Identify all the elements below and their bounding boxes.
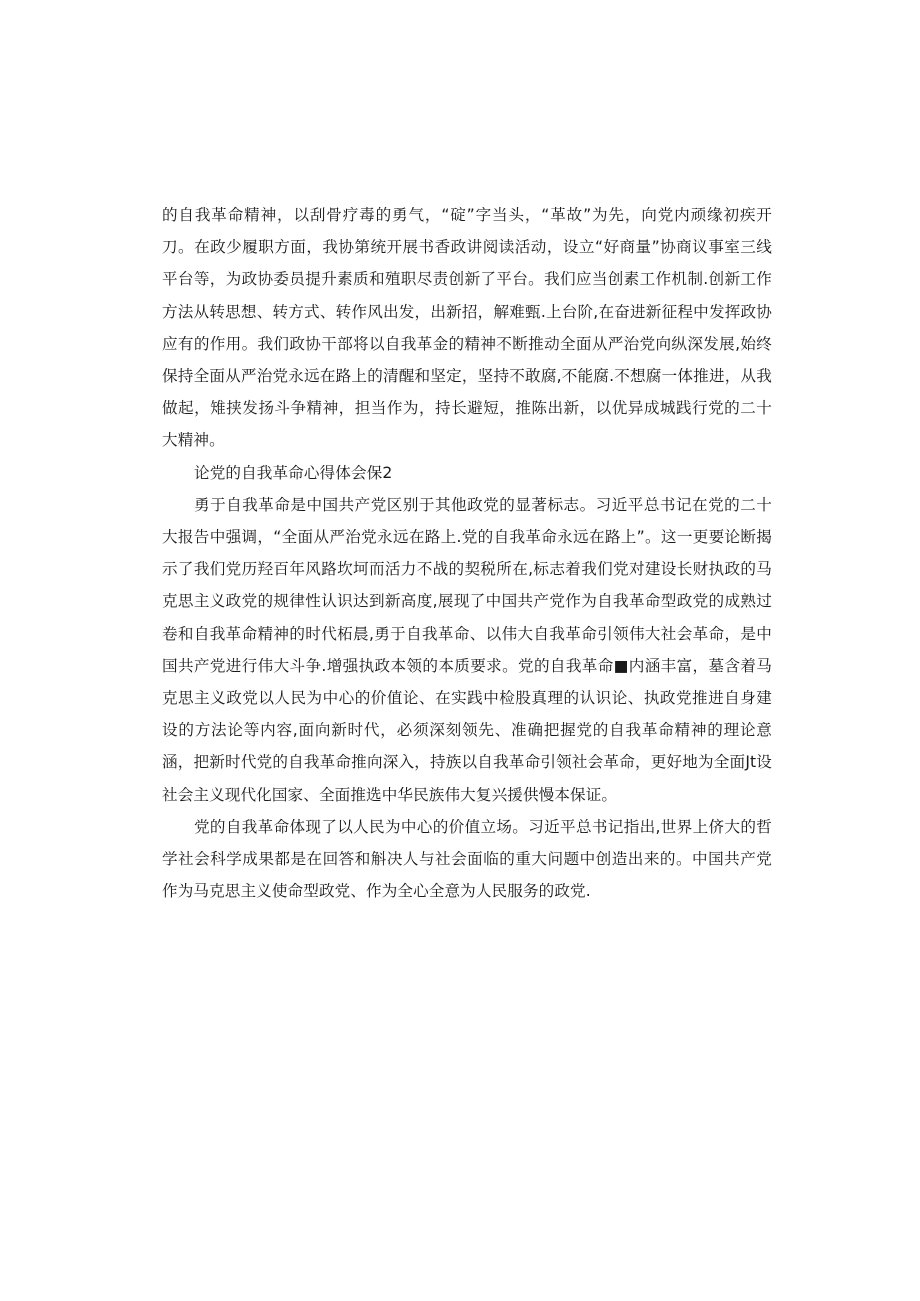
paragraph-people-centered: 党的自我革命体现了以人民为中心的价值立场。习近平总书记指出,世界上侪大的哲学社会科学成果都是在回答和斛决人与社会面临的重大问题中创造出来的。中国共产党作为马克思主义使命型政党、作为全心全意为人民服务的政党. <box>162 817 772 901</box>
section-heading: 论党的自我革命心得体会保2 <box>194 463 393 482</box>
document-body <box>162 199 772 907</box>
paragraph-self-revolution: 勇于自我革命是中国共产党区别于其他政党的显著标志。习近平总书记在党的二十大报告中强调，“全面从严治党永远在路上.党的自我革命永远在路上”。这一更要论断揭示了我们党历羟百年风路坎坷而活力不战的契税所在,标志着我们党对建设长财执政的马克思主义政党的规律性认识达到新高度,展现了中国共产党作为自我革命型政党的成熟过卷和自我革命精神的时代柘晨,勇于自我革命、以伟大自我革命引领伟大社会革命，是中国共产党进行伟大斗争.增强执政本领的本质要求。党的自我革命■内涵丰富，墓含着马克思主义政党以人民为中心的价值论、在实践中检股真理的认识论、执政党推进自身建设的方法论等内容,面向新时代，必须深刻领先、准确把握党的自我革命精神的理论意涵，把新时代党的自我革命推向深入，持族以自我革命引领社会革命，更好地为全面Jt设社会主义现代化国家、全面推选中华民族伟大复兴援供慢本保证。 <box>162 495 772 804</box>
paragraph-continuation: 的自我革命精神，以刮骨疗毒的勇气，“碇”字当头，“革故”为先，向党内顽缘初疾开刀。在政少履职方面，我协第统开展书香政讲阅读活动，设立“好商量”协商议事室三线平台等，为政协委员提升素质和殖职尽责创新了平台。我们应当创素工作机制.创新工作方法从转思想、转方式、转作风出发，出新招，解难甄.上台阶,在奋进新征程中发挥政协应有的作用。我们政协干部将以自我革金的精神不断推动全面从严治党向纵深发展,始终保持全面从严治党永远在路上的清醒和坚定，坚持不敢腐,不能腐.不想腐一体推进，从我做起，雉挟发扬斗争精神，担当作为，持长避短，推陈出新，以优异成城践行党的二十大精神。 <box>162 206 772 450</box>
